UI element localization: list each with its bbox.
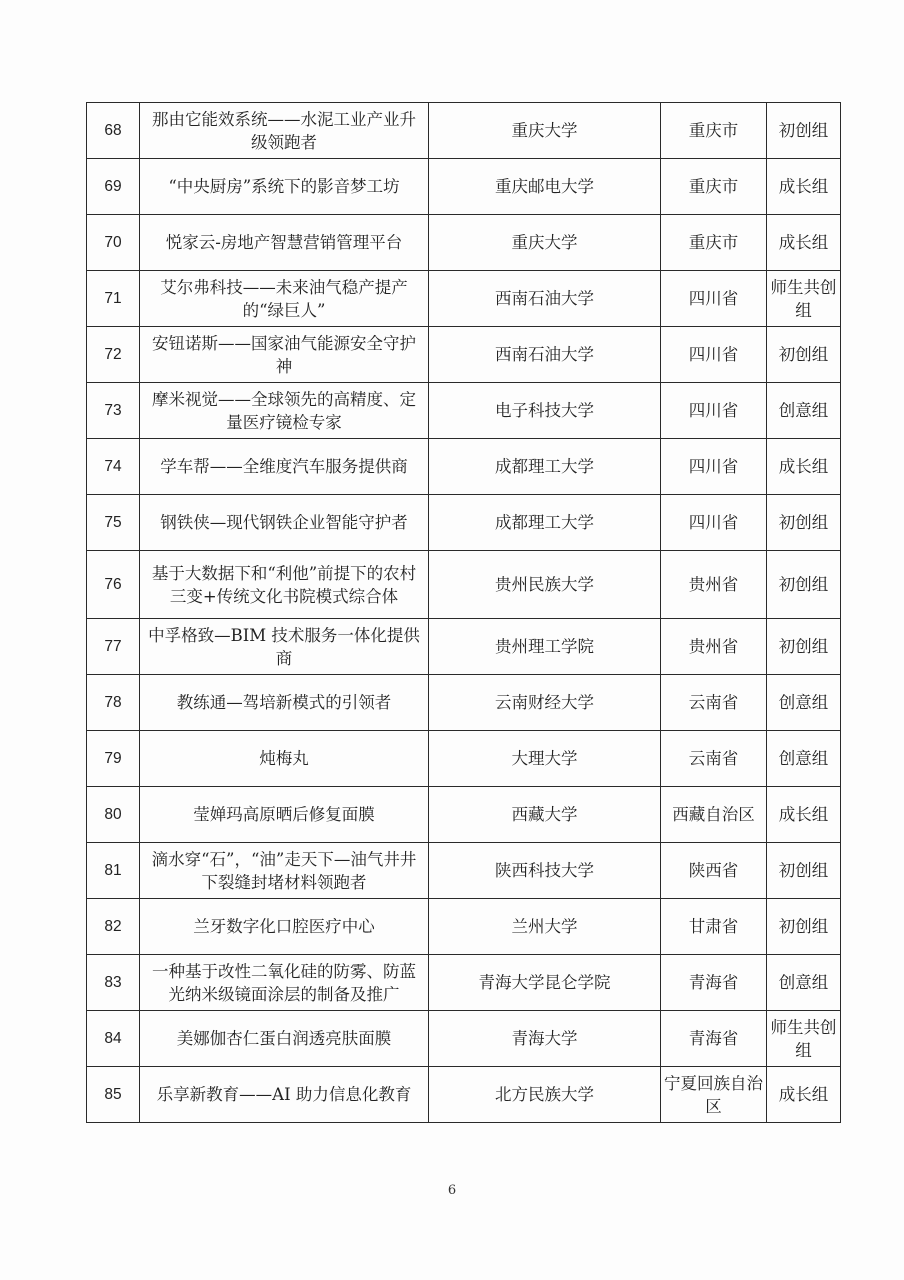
project-name-cell: 乐享新教育——AI 助力信息化教育: [140, 1067, 429, 1123]
group-name-cell: 创意组: [767, 675, 841, 731]
region-name-cell: 陕西省: [661, 843, 767, 899]
school-name-cell: 成都理工大学: [429, 495, 661, 551]
group-name-cell: 创意组: [767, 731, 841, 787]
school-name-cell: 云南财经大学: [429, 675, 661, 731]
table-body: [87, 103, 841, 1123]
table-row: [87, 215, 841, 271]
project-table: [86, 102, 841, 1123]
region-name-cell: 贵州省: [661, 551, 767, 619]
project-name-cell: 安钮诺斯——国家油气能源安全守护神: [140, 327, 429, 383]
table-row: [87, 159, 841, 215]
table-row: [87, 1067, 841, 1123]
school-name-cell: 北方民族大学: [429, 1067, 661, 1123]
table-row: [87, 899, 841, 955]
region-name-cell: 四川省: [661, 327, 767, 383]
project-name-cell: 艾尔弗科技——未来油气稳产提产的“绿巨人”: [140, 271, 429, 327]
group-name-cell: 初创组: [767, 551, 841, 619]
region-name-cell: 云南省: [661, 675, 767, 731]
group-name-cell: 师生共创组: [767, 271, 841, 327]
row-number-cell: 72: [87, 327, 140, 383]
table-row: [87, 551, 841, 619]
school-name-cell: 兰州大学: [429, 899, 661, 955]
table-row: [87, 619, 841, 675]
row-number-cell: 78: [87, 675, 140, 731]
region-name-cell: 四川省: [661, 439, 767, 495]
school-name-cell: 陕西科技大学: [429, 843, 661, 899]
group-name-cell: 创意组: [767, 383, 841, 439]
row-number-cell: 75: [87, 495, 140, 551]
school-name-cell: 重庆大学: [429, 103, 661, 159]
school-name-cell: 重庆邮电大学: [429, 159, 661, 215]
region-name-cell: 宁夏回族自治区: [661, 1067, 767, 1123]
row-number-cell: 80: [87, 787, 140, 843]
row-number-cell: 83: [87, 955, 140, 1011]
school-name-cell: 成都理工大学: [429, 439, 661, 495]
group-name-cell: 成长组: [767, 787, 841, 843]
school-name-cell: 西南石油大学: [429, 327, 661, 383]
project-name-cell: 美娜伽杏仁蛋白润透亮肤面膜: [140, 1011, 429, 1067]
school-name-cell: 重庆大学: [429, 215, 661, 271]
project-name-cell: 中孚格致—BIM 技术服务一体化提供商: [140, 619, 429, 675]
region-name-cell: 四川省: [661, 383, 767, 439]
table-row: [87, 843, 841, 899]
school-name-cell: 青海大学: [429, 1011, 661, 1067]
group-name-cell: 初创组: [767, 899, 841, 955]
project-name-cell: 一种基于改性二氧化硅的防雾、防蓝光纳米级镜面涂层的制备及推广: [140, 955, 429, 1011]
project-name-cell: 炖梅丸: [140, 731, 429, 787]
row-number-cell: 79: [87, 731, 140, 787]
row-number-cell: 74: [87, 439, 140, 495]
school-name-cell: 青海大学昆仑学院: [429, 955, 661, 1011]
school-name-cell: 西南石油大学: [429, 271, 661, 327]
row-number-cell: 76: [87, 551, 140, 619]
group-name-cell: 初创组: [767, 495, 841, 551]
project-name-cell: 基于大数据下和“利他”前提下的农村三变+传统文化书院模式综合体: [140, 551, 429, 619]
school-name-cell: 电子科技大学: [429, 383, 661, 439]
region-name-cell: 甘肃省: [661, 899, 767, 955]
group-name-cell: 成长组: [767, 159, 841, 215]
school-name-cell: 贵州民族大学: [429, 551, 661, 619]
row-number-cell: 82: [87, 899, 140, 955]
region-name-cell: 贵州省: [661, 619, 767, 675]
table-row: [87, 731, 841, 787]
region-name-cell: 青海省: [661, 955, 767, 1011]
region-name-cell: 西藏自治区: [661, 787, 767, 843]
table-row: [87, 675, 841, 731]
row-number-cell: 73: [87, 383, 140, 439]
table-row: [87, 327, 841, 383]
row-number-cell: 85: [87, 1067, 140, 1123]
project-name-cell: 教练通—驾培新模式的引领者: [140, 675, 429, 731]
table-row: [87, 955, 841, 1011]
group-name-cell: 初创组: [767, 619, 841, 675]
region-name-cell: 重庆市: [661, 103, 767, 159]
group-name-cell: 成长组: [767, 215, 841, 271]
page-number: 6: [447, 1183, 457, 1198]
region-name-cell: 四川省: [661, 271, 767, 327]
table-row: [87, 383, 841, 439]
group-name-cell: 创意组: [767, 955, 841, 1011]
row-number-cell: 81: [87, 843, 140, 899]
table-row: [87, 439, 841, 495]
region-name-cell: 四川省: [661, 495, 767, 551]
project-name-cell: 钢铁侠—现代钢铁企业智能守护者: [140, 495, 429, 551]
table-row: [87, 787, 841, 843]
school-name-cell: 大理大学: [429, 731, 661, 787]
row-number-cell: 77: [87, 619, 140, 675]
row-number-cell: 84: [87, 1011, 140, 1067]
group-name-cell: 初创组: [767, 103, 841, 159]
project-name-cell: 学车帮——全维度汽车服务提供商: [140, 439, 429, 495]
table-row: [87, 271, 841, 327]
project-name-cell: 悦家云-房地产智慧营销管理平台: [140, 215, 429, 271]
school-name-cell: 西藏大学: [429, 787, 661, 843]
table-row: [87, 103, 841, 159]
group-name-cell: 成长组: [767, 1067, 841, 1123]
project-name-cell: 滴水穿“石”，“油”走天下—油气井井下裂缝封堵材料领跑者: [140, 843, 429, 899]
row-number-cell: 71: [87, 271, 140, 327]
group-name-cell: 初创组: [767, 843, 841, 899]
school-name-cell: 贵州理工学院: [429, 619, 661, 675]
project-name-cell: 莹婵玛高原晒后修复面膜: [140, 787, 429, 843]
row-number-cell: 68: [87, 103, 140, 159]
table-row: [87, 1011, 841, 1067]
region-name-cell: 重庆市: [661, 215, 767, 271]
project-name-cell: “中央厨房”系统下的影音梦工坊: [140, 159, 429, 215]
region-name-cell: 重庆市: [661, 159, 767, 215]
row-number-cell: 69: [87, 159, 140, 215]
project-name-cell: 那由它能效系统——水泥工业产业升级领跑者: [140, 103, 429, 159]
group-name-cell: 成长组: [767, 439, 841, 495]
project-name-cell: 摩米视觉——全球领先的高精度、定量医疗镜检专家: [140, 383, 429, 439]
group-name-cell: 师生共创组: [767, 1011, 841, 1067]
group-name-cell: 初创组: [767, 327, 841, 383]
project-name-cell: 兰牙数字化口腔医疗中心: [140, 899, 429, 955]
region-name-cell: 云南省: [661, 731, 767, 787]
row-number-cell: 70: [87, 215, 140, 271]
table-row: [87, 495, 841, 551]
region-name-cell: 青海省: [661, 1011, 767, 1067]
